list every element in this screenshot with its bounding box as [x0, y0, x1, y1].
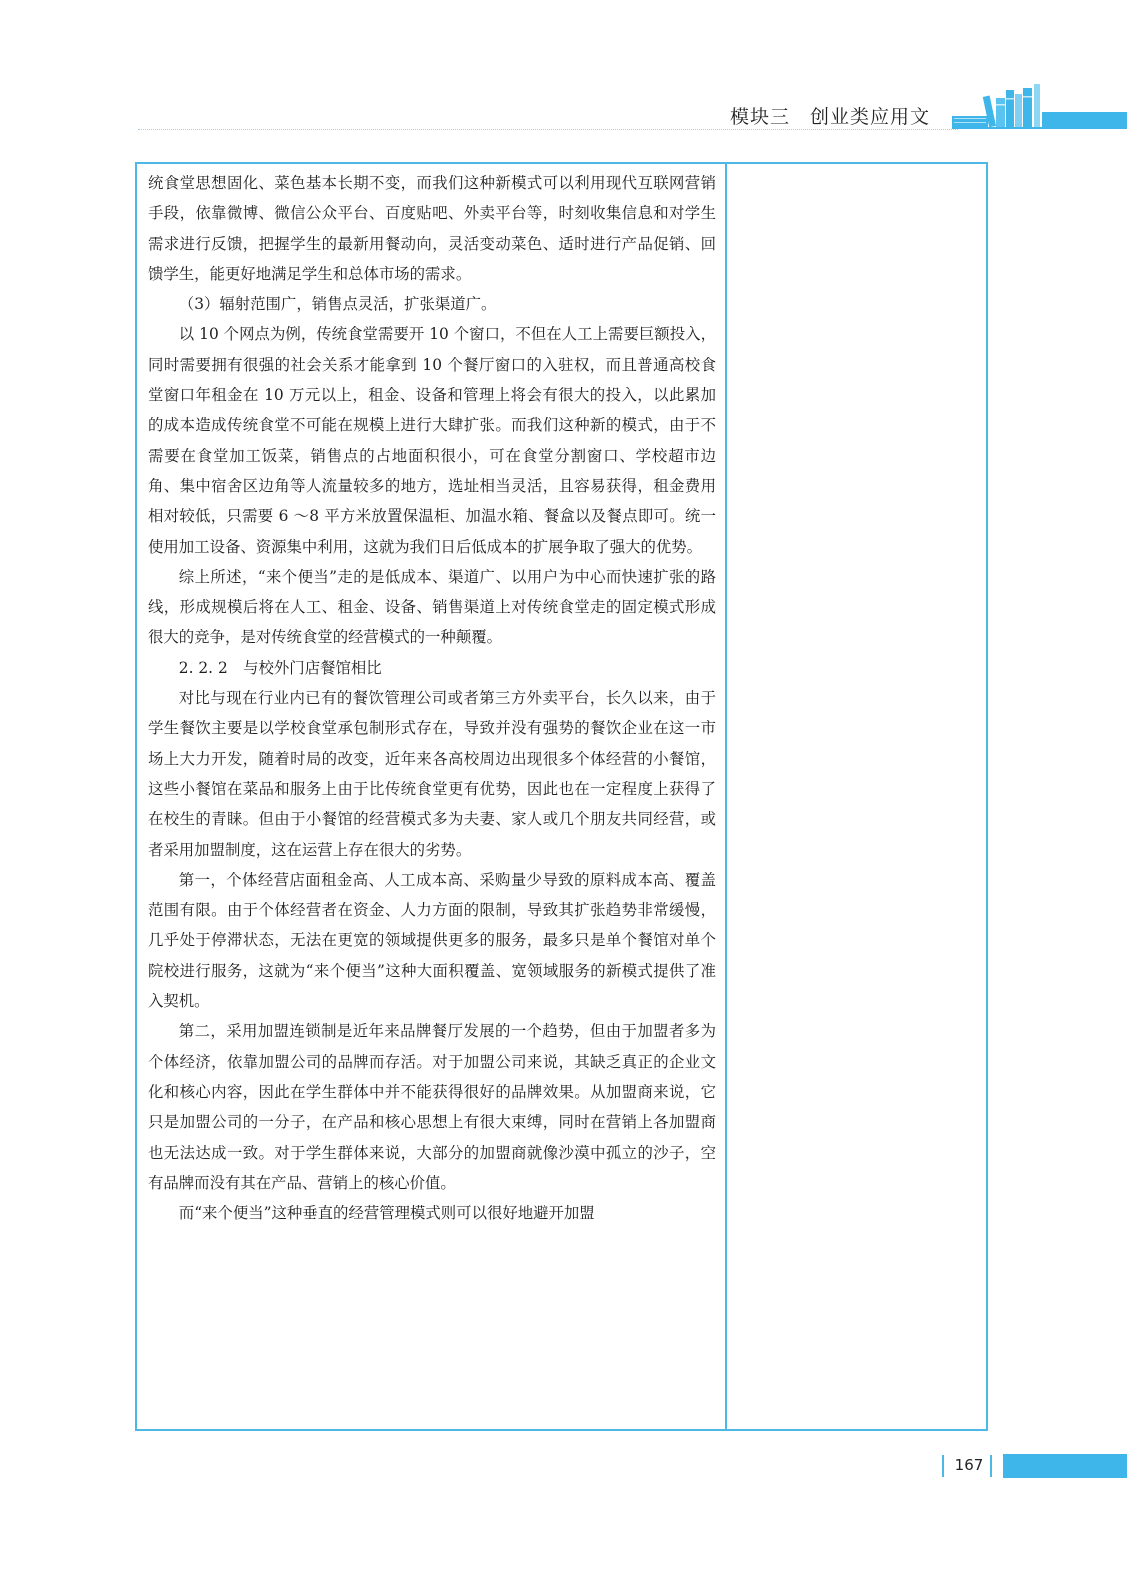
- paragraph: 第一，个体经营店面租金高、人工成本高、采购量少导致的原料成本高、覆盖范围有限。由于个体经营者在资金、人力方面的限制，导致其扩张趋势非常缓慢，几乎处于停滞状态，无法在更宽的领域提供更多的服务，最多只是单个餐馆对单个院校进行服务，这就为“来个便当”这种大面积覆盖、宽领域服务的新模式提供了准入契机。: [148, 870, 716, 1011]
- page-number-bar-left: [942, 1455, 944, 1477]
- body-text: [148, 168, 716, 1228]
- section-heading: 2. 2. 2 与校外门店餐馆相比: [178, 658, 382, 677]
- paragraph: 统食堂思想固化、菜色基本长期不变，而我们这种新模式可以利用现代互联网营销手段，依靠微博、微信公众平台、百度贴吧、外卖平台等，时刻收集信息和对学生需求进行反馈，把握学生的最新用餐动向，灵活变动菜色、适时进行产品促销、回馈学生，能更好地满足学生和总体市场的需求。: [148, 174, 716, 283]
- paragraph: 对比与现在行业内已有的餐饮管理公司或者第三方外卖平台，长久以来，由于学生餐饮主要是以学校食堂承包制形式存在，导致并没有强势的餐饮企业在这一市场上大力开发，随着时局的改变，近年来各高校周边出现很多个体经营的小餐馆，这些小餐馆在菜品和服务上由于比传统食堂更有优势，因此也在一定程度上获得了在校生的青睐。但由于小餐馆的经营模式多为夫妻、家人或几个朋友共同经营，或者采用加盟制度，这在运营上存在很大的劣势。: [148, 689, 716, 859]
- footer-accent-block: [1003, 1454, 1127, 1478]
- paragraph: 以 10 个网点为例，传统食堂需要开 10 个窗口，不但在人工上需要巨额投入，同时需要拥有很强的社会关系才能拿到 10 个餐厅窗口的入驻权，而且普通高校食堂窗口年租金在 10 万元以上，租金、设备和管理上将会有很大的投入，以此累加的成本造成传统食堂不可能在规模上进行大肆扩张。而我们这种新的模式，由于不需要在食堂加工饭菜，销售点的占地面积很小，可在食堂分割窗口、学校超市边角、集中宿舍区边角等人流量较多的地方，选址相当灵活，且容易获得，租金费用相对较低，只需要 6 ～8 平方米放置保温柜、加温水箱、餐盒以及餐点即可。统一使用加工设备、资源集中利用，这就为我们日后低成本的扩展争取了强大的优势。: [148, 325, 716, 556]
- paragraph: 综上所述，“来个便当”走的是低成本、渠道广、以用户为中心而快速扩张的路线，形成规模后将在人工、租金、设备、销售渠道上对传统食堂走的固定模式形成很大的竞争，是对传统食堂的经营模式的一种颠覆。: [148, 567, 716, 647]
- paragraph: （3）辐射范围广，销售点灵活，扩张渠道广。: [178, 295, 497, 314]
- book-spines-decoration: [952, 84, 1127, 130]
- paragraph: 而“来个便当”这种垂直的经营管理模式则可以很好地避开加盟: [178, 1204, 595, 1223]
- page-number-bar-right: [990, 1455, 992, 1477]
- paragraph: 第二，采用加盟连锁制是近年来品牌餐厅发展的一个趋势，但由于加盟者多为个体经济，依靠加盟公司的品牌而存活。对于加盟公司来说，其缺乏真正的企业文化和核心内容，因此在学生群体中并不能获得很好的品牌效果。从加盟商来说，它只是加盟公司的一分子，在产品和核心思想上有很大束缚，同时在营销上各加盟商也无法达成一致。对于学生群体来说，大部分的加盟商就像沙漠中孤立的沙子，空有品牌而没有其在产品、营销上的核心价值。: [148, 1022, 716, 1192]
- notes-column-divider: [725, 162, 727, 1431]
- chapter-title: 模块三 创业类应用文: [730, 106, 931, 128]
- header-rule: [138, 129, 958, 130]
- page-number: 167: [954, 1456, 984, 1474]
